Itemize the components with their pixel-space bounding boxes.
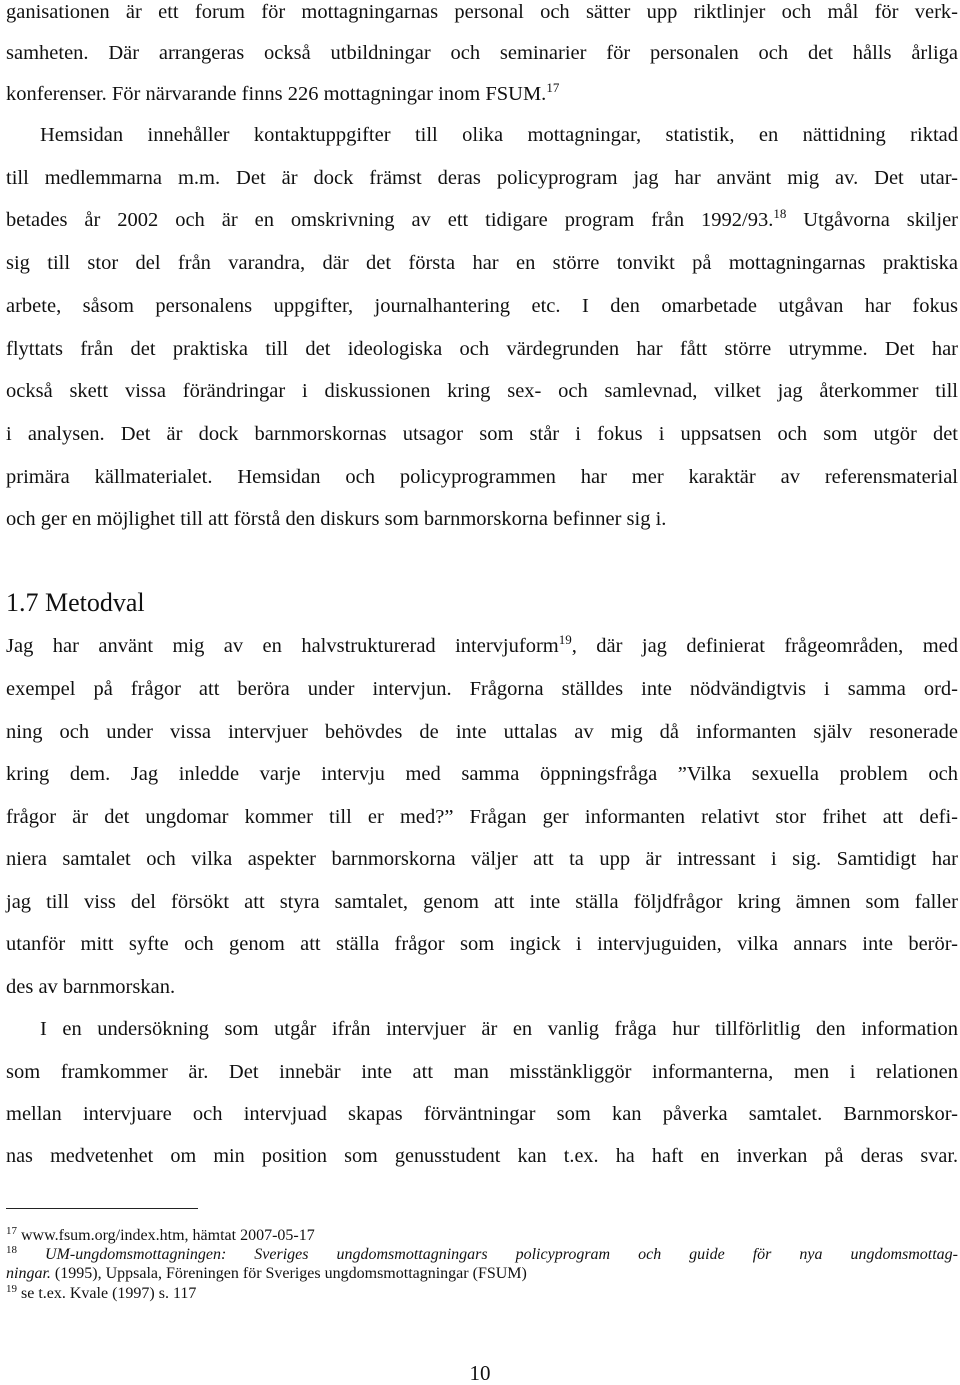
footnote-ref: 17: [546, 80, 560, 95]
footnote-ref: 18: [773, 206, 787, 221]
section-heading: 1.7 Metodval: [6, 588, 145, 617]
body-line: flyttats från det praktiska till det ideologiska och värdegrunden har fått större utrymme. Det har: [6, 338, 958, 360]
footnote-separator: [6, 1208, 198, 1209]
body-line: [6, 634, 958, 658]
body-line: utanför mitt syfte och genom att ställa frågor som ingick i intervjuguiden, vilka annars inte berör-: [6, 933, 958, 955]
footnote-17: [6, 1226, 315, 1245]
body-line: arbete, såsom personalens uppgifter, journalhantering etc. I den omarbetade utgåvan har fokus: [6, 295, 958, 317]
body-line: som framkommer är. Det innebär inte att man misstänkliggör informanterna, men i relationen: [6, 1061, 958, 1083]
body-line: frågor är det ungdomar kommer till er med?” Frågan ger informanten relativt stor frihet att defi-: [6, 806, 958, 828]
page-number: 10: [469, 1361, 491, 1385]
footnote-18: [6, 1245, 958, 1264]
footnote-number: 17: [6, 1225, 17, 1237]
footnote-number: 18: [6, 1244, 17, 1256]
footnote-title: ningar.: [6, 1265, 51, 1282]
body-line: kring dem. Jag inledde varje intervju med samma öppningsfråga ”Vilka sexuella problem och: [6, 763, 958, 785]
body-line: [6, 82, 958, 106]
body-line: primära källmaterialet. Hemsidan och policyprogrammen har mer karaktär av referensmaterial: [6, 466, 958, 488]
body-line: jag till viss del försökt att styra samtalet, genom att inte ställa följdfrågor kring ämnen som faller: [6, 891, 958, 913]
body-line: des av barnmorskan.: [6, 976, 176, 998]
body-line: Hemsidan innehåller kontaktuppgifter till olika mottagningar, statistik, en nättidning riktad: [40, 124, 958, 146]
footnote-text: (1995), Uppsala, Föreningen för Sveriges ungdomsmottagningar (FSUM): [50, 1265, 527, 1282]
body-line: ning och under vissa intervjuer behövdes de inte uttalas av mig då informanten själv resonerade: [6, 721, 958, 743]
footnote-19: [6, 1284, 196, 1303]
body-line-text: Jag har använt mig av en halvstrukturerad intervjuform: [6, 635, 559, 657]
body-line: nas medvetenhet om min position som genusstudent kan t.ex. ha haft en inverkan på deras svar.: [6, 1145, 958, 1167]
body-line: ganisationen är ett forum för mottagningarnas personal och sätter upp riktlinjer och mål för verk-: [6, 1, 958, 23]
body-line: också skett vissa förändringar i diskussionen kring sex- och samlevnad, vilket jag återkommer till: [6, 380, 958, 402]
footnote-text: se t.ex. Kvale (1997) s. 117: [21, 1285, 197, 1302]
body-line: [6, 208, 958, 232]
body-line-text: betades år 2002 och är en omskrivning av ett tidigare program från 1992/93.: [6, 209, 774, 231]
footnote-18-continued: [6, 1264, 527, 1283]
body-line: och ger en möjlighet till att förstå den diskurs som barnmorskorna befinner sig i.: [6, 508, 667, 530]
body-line: sig till stor del från varandra, där det första har en större tonvikt på mottagningarnas praktiska: [6, 252, 958, 274]
body-line-text: , där jag definierat frågeområden, med: [571, 635, 959, 657]
body-line: I en undersökning som utgår ifrån intervjuer är en vanlig fråga hur tillförlitlig den information: [40, 1018, 958, 1040]
footnote-text: www.fsum.org/index.htm, hämtat 2007-05-17: [21, 1227, 315, 1244]
body-line: i analysen. Det är dock barnmorskornas utsagor som står i fokus i uppsatsen och som utgör det: [6, 423, 958, 445]
body-line-text: Utgåvorna skiljer: [786, 209, 958, 231]
footnote-number: 19: [6, 1283, 17, 1295]
footnote-title: UM-ungdomsmottagningen: Sveriges ungdomsmottagningars policyprogram och guide för nya ungdomsmottag-: [45, 1246, 959, 1263]
body-line-text: konferenser. För närvarande finns 226 mottagningar inom FSUM.: [6, 83, 547, 105]
body-line: mellan intervjuare och intervjuad skapas förväntningar som kan påverka samtalet. Barnmorskor-: [6, 1103, 958, 1125]
footnote-ref: 19: [558, 632, 572, 647]
body-line: exempel på frågor att beröra under intervjun. Frågorna ställdes inte nödvändigtvis i samma ord-: [6, 678, 958, 700]
body-line: samheten. Där arrangeras också utbildningar och seminarier för personalen och det hålls årliga: [6, 42, 958, 64]
body-line: till medlemmarna m.m. Det är dock främst deras policyprogram jag har använt mig av. Det utar-: [6, 167, 958, 189]
body-line: niera samtalet och vilka aspekter barnmorskorna väljer att ta upp är intressant i sig. Samtidigt har: [6, 848, 958, 870]
